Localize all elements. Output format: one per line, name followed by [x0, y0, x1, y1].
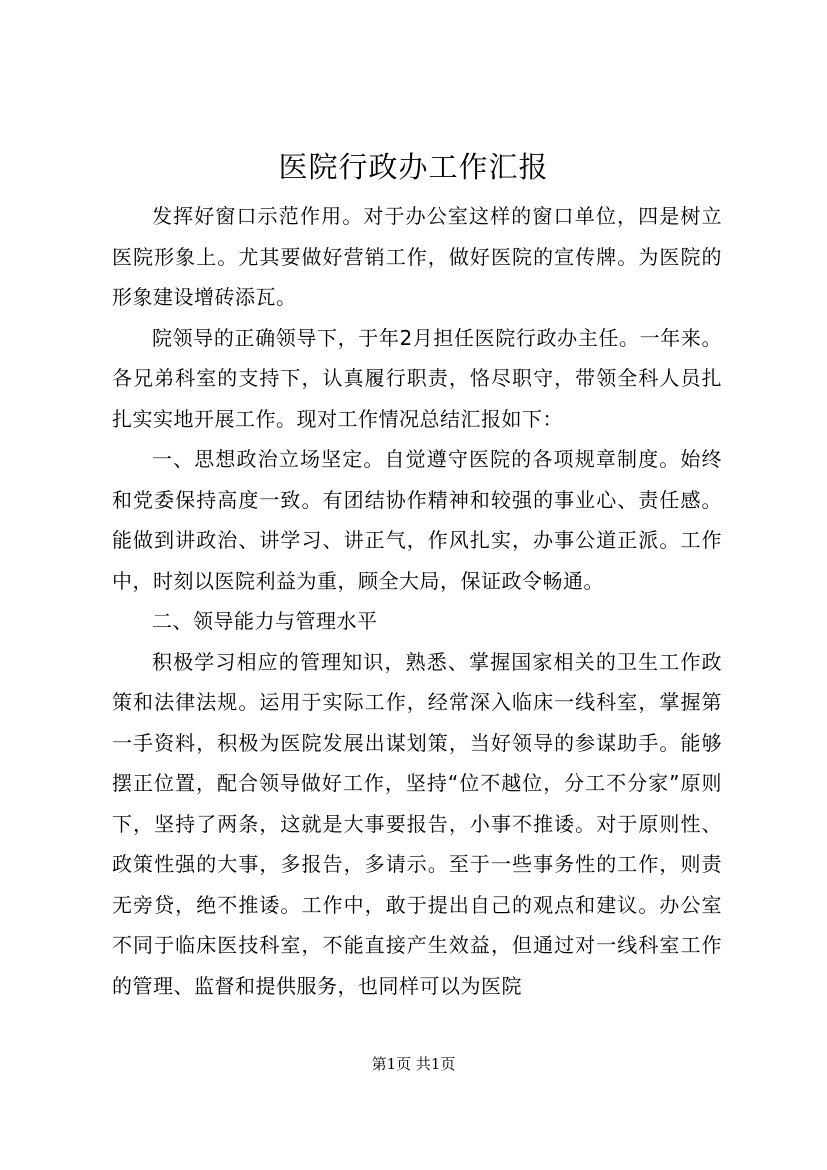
- paragraph-5: 积极学习相应的管理知识，熟悉、掌握国家相关的卫生工作政策和法律法规。运用于实际工作，经常深入临床一线科室，掌握第一手资料，积极为医院发展出谋划策，当好领导的参谋助手。能够摆正位置，配合领导做好工作，坚持“位不越位，分工不分家”原则下，坚持了两条，这就是大事要报告，小事不推诿。对于原则性、政策性强的大事，多报告，多请示。至于一些事务性的工作，则责无旁贷，绝不推诿。工作中，敢于提出自己的观点和建议。办公室不同于临床医技科室，不能直接产生效益，但通过对一线科室工作的管理、监督和提供服务，也同样可以为医院: [112, 649, 722, 998]
- paragraph-2: 院领导的正确领导下，于年2月担任医院行政办主任。一年来。各兄弟科室的支持下，认真履行职责，恪尽职守，带领全科人员扎扎实实地开展工作。现对工作情况总结汇报如下：: [112, 325, 722, 431]
- paragraph-3: 一、思想政治立场坚定。自觉遵守医院的各项规章制度。始终和党委保持高度一致。有团结协作精神和较强的事业心、责任感。能做到讲政治、讲学习、讲正气，作风扎实，办事公道正派。工作中，时刻以医院利益为重，顾全大局，保证政令畅通。: [112, 447, 722, 593]
- section-heading-leadership: 二、领导能力与管理水平: [152, 609, 378, 633]
- document-body: [112, 196, 722, 1006]
- paragraph-1: 发挥好窗口示范作用。对于办公室这样的窗口单位，四是树立医院形象上。尤其要做好营销工作，做好医院的宣传牌。为医院的形象建设增砖添瓦。: [112, 204, 722, 309]
- page-footer: 第1页 共1页: [371, 1055, 456, 1073]
- document-title: 医院行政办工作汇报: [278, 150, 549, 184]
